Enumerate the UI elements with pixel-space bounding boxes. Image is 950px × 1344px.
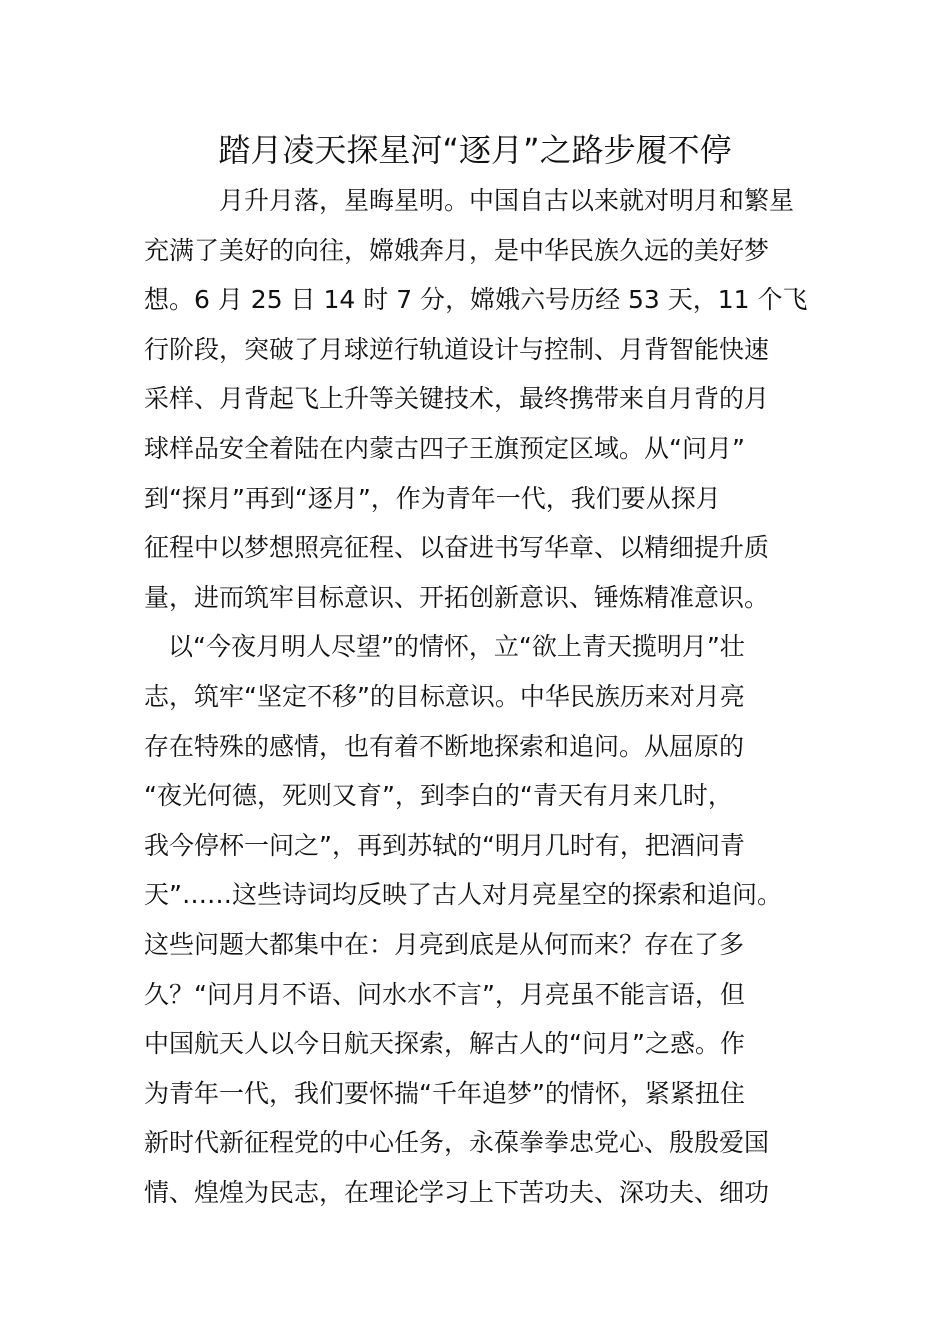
paragraph: [144, 622, 816, 1217]
text-line: 球样品安全着陆在内蒙古四子王旗预定区域。从“问月”: [144, 433, 745, 463]
text-line: 我今停杯一问之”，再到苏轼的“明月几时有，把酒问青: [144, 830, 745, 860]
text-line: 采样、月背起飞上升等关键技术，最终携带来自月背的月: [144, 384, 770, 414]
text-line: 征程中以梦想照亮征程、以奋进书写华章、以精细提升质: [144, 533, 770, 563]
text-line: 天”……这些诗词均反映了古人对月亮星空的探索和追问。: [144, 880, 782, 910]
text-line: 量，进而筑牢目标意识、开拓创新意识、锤炼精准意识。: [144, 582, 770, 612]
text-line: 想。6 月 25 日 14 时 7 分，嫦娥六号历经 53 天，11 个飞: [144, 285, 808, 315]
text-line: 久？“问月月不语、问水水不言”，月亮虽不能言语，但: [144, 979, 745, 1009]
document-body: [144, 176, 816, 1217]
text-line: 充满了美好的向往，嫦娥奔月，是中华民族久远的美好梦: [144, 235, 770, 265]
text-line: 到“探月”再到“逐月”，作为青年一代，我们要从探月: [144, 483, 721, 513]
text-line: 情、煌煌为民志，在理论学习上下苦功夫、深功夫、细功: [144, 1177, 770, 1207]
text-line: “夜光何德，死则又育”，到李白的“青天有月来几时，: [144, 781, 733, 811]
text-line: 为青年一代，我们要怀揣“千年追梦”的情怀，紧紧扭住: [144, 1078, 745, 1108]
text-line: 月升月落，星晦星明。中国自古以来就对明月和繁星: [219, 186, 795, 215]
text-line: 以“今夜月明人尽望”的情怀，立“欲上青天揽明月”壮: [168, 632, 745, 662]
text-line: 志，筑牢“坚定不移”的目标意识。中华民族历来对月亮: [144, 681, 745, 711]
document-title: 踏月凌天探星河“逐月”之路步履不停: [218, 131, 732, 169]
text-line: 存在特殊的感情，也有着不断地探索和追问。从屈原的: [144, 731, 745, 761]
paragraph: [144, 176, 816, 622]
text-line: 中国航天人以今日航天探索，解古人的“问月”之惑。作: [144, 1029, 745, 1059]
text-line: 行阶段，突破了月球逆行轨道设计与控制、月背智能快速: [144, 334, 770, 364]
text-line: 这些问题大都集中在：月亮到底是从何而来？存在了多: [144, 929, 745, 959]
text-line: 新时代新征程党的中心任务，永葆拳拳忠党心、殷殷爱国: [144, 1128, 770, 1158]
